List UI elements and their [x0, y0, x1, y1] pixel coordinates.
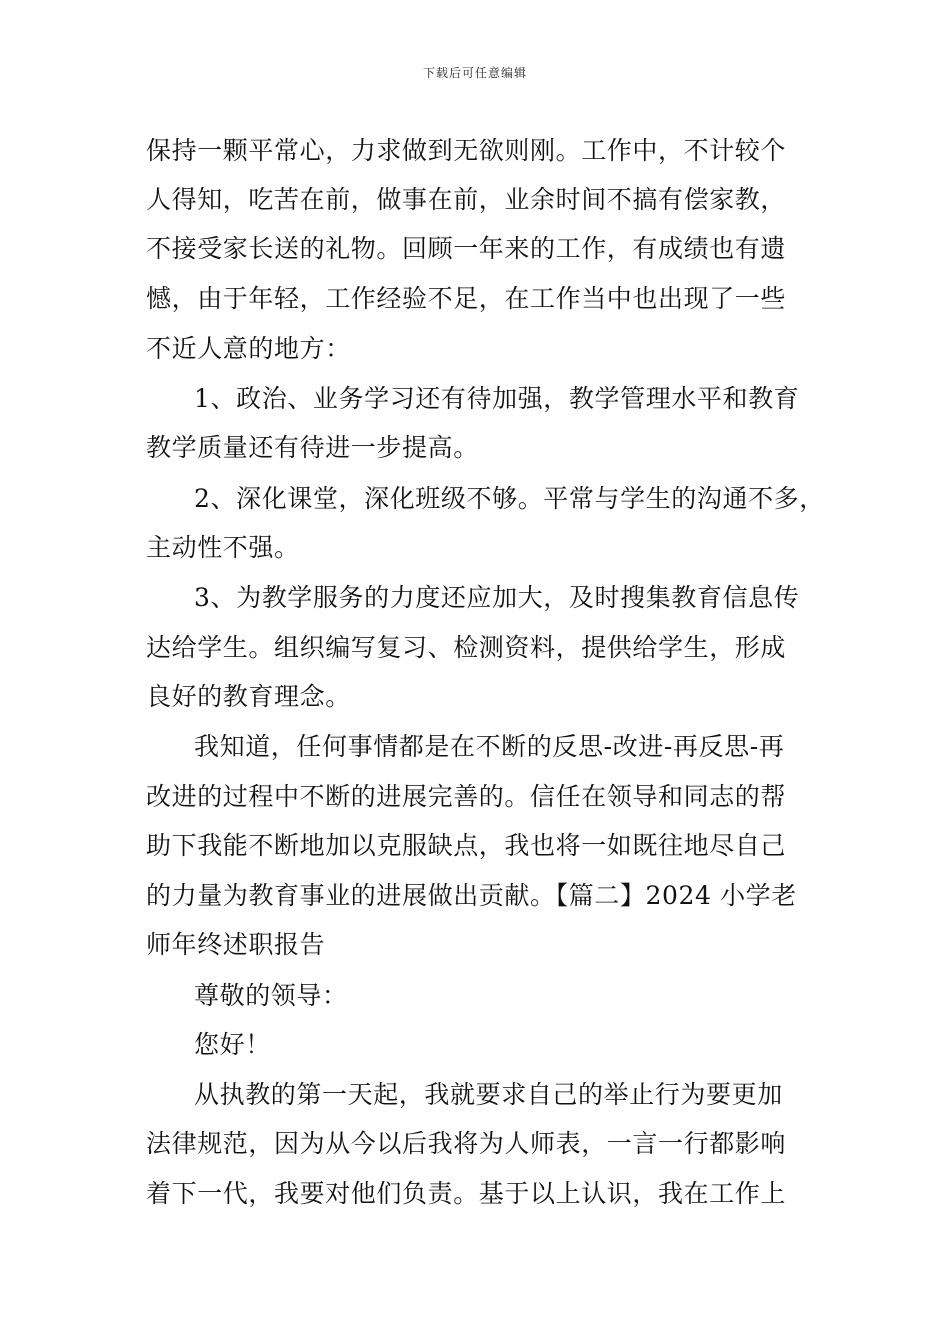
- text-line: 从执教的第一天起，我就要求自己的举止行为要更加: [194, 1080, 783, 1109]
- text-line: 改进的过程中不断的进展完善的。信任在领导和同志的帮: [146, 782, 787, 811]
- page-header-note: 下载后可任意编辑: [422, 66, 527, 80]
- text-line: 憾，由于年轻，工作经验不足，在工作当中也出现了一些: [146, 284, 787, 313]
- greeting: 您好！: [194, 1030, 271, 1059]
- salutation: 尊敬的领导：: [194, 981, 348, 1010]
- text-line: 良好的教育理念。: [146, 682, 351, 711]
- text-line: 着下一代，我要对他们负责。基于以上认识，我在工作上: [146, 1179, 787, 1208]
- text-line: 达给学生。组织编写复习、检测资料，提供给学生，形成: [146, 633, 787, 662]
- text-line: 不近人意的地方：: [146, 334, 351, 363]
- text-line: 师年终述职报告: [146, 930, 326, 959]
- text-line: 1、政治、业务学习还有待加强，教学管理水平和教育: [194, 384, 800, 413]
- text-line: 主动性不强。: [146, 533, 300, 562]
- text-line: 教学质量还有待进一步提高。: [146, 433, 479, 462]
- text-line: 的力量为教育事业的进展做出贡献。【篇二】2024 小学老: [146, 881, 797, 910]
- text-line: 保持一颗平常心，力求做到无欲则刚。工作中，不计较个: [146, 136, 787, 165]
- text-line: 我知道，任何事情都是在不断的反思-改进-再反思-再: [194, 732, 785, 761]
- text-line: 法律规范，因为从今以后我将为人师表，一言一行都影响: [146, 1129, 787, 1158]
- text-line: 3、为教学服务的力度还应加大，及时搜集教育信息传: [194, 583, 800, 612]
- text-line: 人得知，吃苦在前，做事在前，业余时间不搞有偿家教，: [146, 185, 787, 214]
- text-line: 不接受家长送的礼物。回顾一年来的工作，有成绩也有遗: [146, 234, 787, 263]
- text-line: 助下我能不断地加以克服缺点，我也将一如既往地尽自己: [146, 831, 787, 860]
- text-line: 2、深化课堂，深化班级不够。平常与学生的沟通不多，: [194, 484, 825, 513]
